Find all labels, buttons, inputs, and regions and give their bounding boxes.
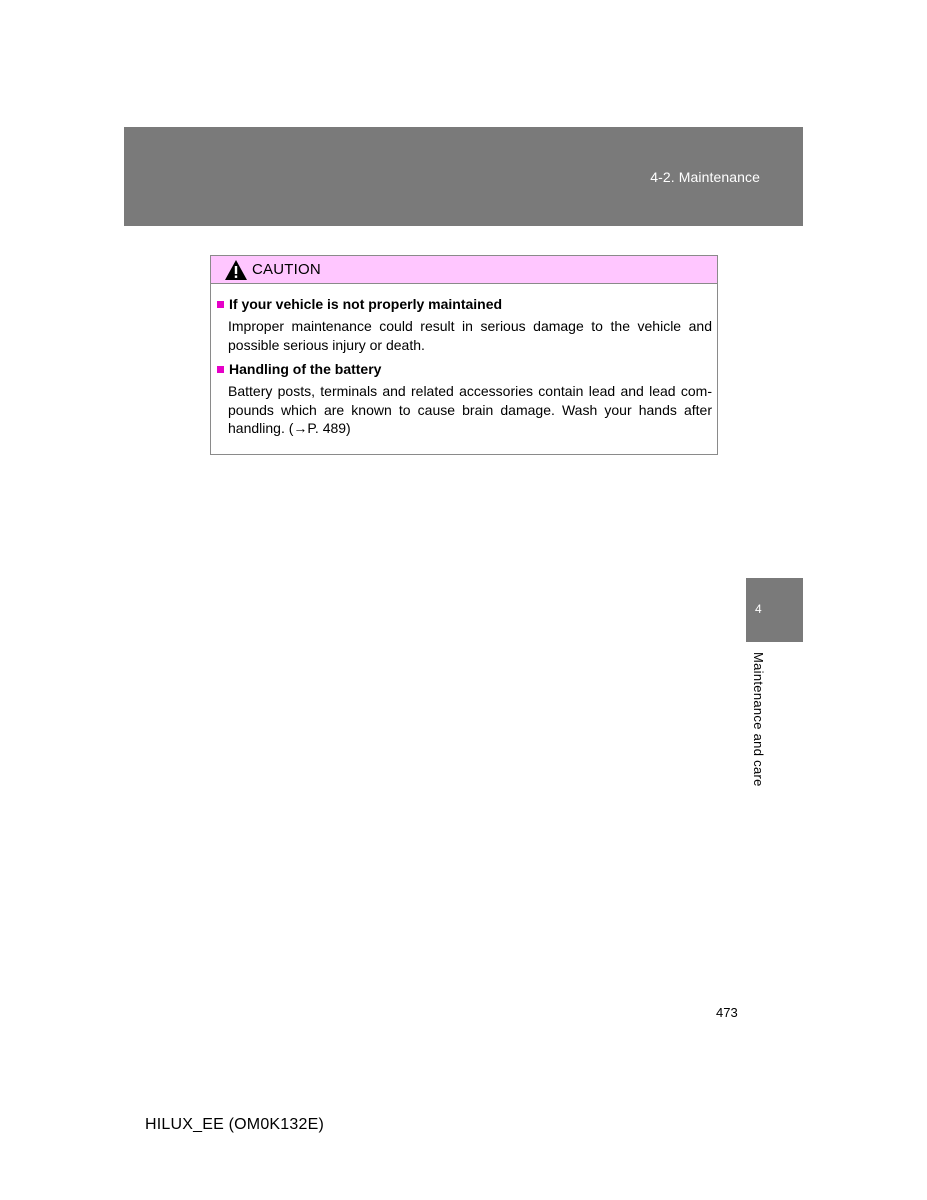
caution-box xyxy=(210,255,718,455)
section-title: 4-2. Maintenance xyxy=(650,169,760,185)
caution-label: CAUTION xyxy=(252,261,321,278)
chapter-number: 4 xyxy=(755,602,762,616)
item-heading-maintenance xyxy=(216,294,712,314)
item-heading-battery xyxy=(216,359,712,379)
chapter-title: Maintenance and care xyxy=(751,652,766,787)
header-band xyxy=(124,127,803,226)
square-bullet-icon xyxy=(217,301,224,308)
warning-triangle-icon xyxy=(224,259,248,281)
square-bullet-icon xyxy=(217,366,224,373)
page-number: 473 xyxy=(716,1005,738,1020)
chapter-tab xyxy=(746,578,803,642)
item-text-battery: Battery posts, terminals and related accessories contain lead and lead com-pounds which are known to cause brain damage. Wash your hands after handling. (→P. 489) xyxy=(228,383,712,436)
item-heading-text: If your vehicle is not properly maintained xyxy=(229,296,503,312)
item-text-maintenance: Improper maintenance could result in serious damage to the vehicle and possible serious injury or death. xyxy=(228,318,712,353)
caution-body xyxy=(211,284,717,438)
caution-header xyxy=(211,256,717,284)
manual-code: HILUX_EE (OM0K132E) xyxy=(145,1116,324,1133)
item-heading-text: Handling of the battery xyxy=(229,361,382,377)
